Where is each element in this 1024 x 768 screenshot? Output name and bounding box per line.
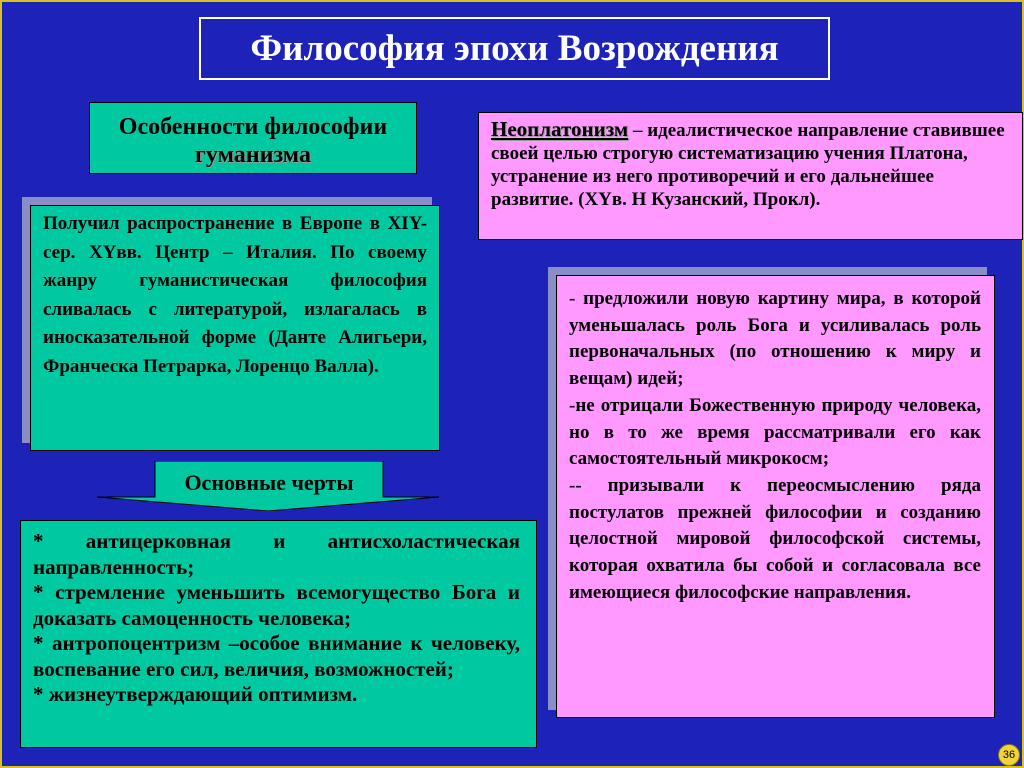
trait-item: * антропоцентризм –особое внимание к человеку, воспевание его сил, величия, возможностей; [33, 631, 520, 681]
humanism-features-line1: Особенности философии [118, 114, 388, 140]
humanism-features-heading [89, 102, 417, 174]
trait-item: * антицерковная и антисхоластическая направленность; [33, 529, 520, 579]
neoplatonism-idea-item: -не отрицали Божественную природу человека, но в то же время рассматривали его как самостоятельный микрокосм; [569, 394, 981, 470]
trait-item: * жизнеутверждающий оптимизм. [33, 682, 358, 706]
neoplatonism-definition: – идеалистическое направление ставившее своей целью строгую систематизацию учения Платона, устранение из него противоречий и его дальнейшее развитие. (XYв. Н Кузанский, Прокл). [491, 120, 1005, 210]
page-number: 36 [1002, 749, 1016, 761]
humanism-spread-text: Получил распространение в Европе в XIY-сер. XYвв. Центр – Италия. По своему жанру гуманистическая философия сливалась с литературой, излагалась в иносказательной форме (Данте Алигьери, Франческа Петрарка, Лоренцо Валла). [43, 213, 427, 377]
page-number-badge [998, 744, 1020, 766]
neoplatonism-idea-item: - предложили новую картину мира, в которой уменьшалась роль Бога и усиливалась роль первоначальных (по отношению к миру и вещам) идей; [569, 288, 981, 390]
main-traits-box [20, 520, 537, 748]
main-traits-label: Основные черты [184, 470, 354, 495]
humanism-features-line2: гуманизма [195, 142, 311, 168]
neoplatonism-definition-box [478, 112, 1023, 240]
slide-title-text: Философия эпохи Возрождения [250, 28, 779, 69]
trait-item: * стремление уменьшить всемогущество Бога и доказать самоценность человека; [33, 580, 520, 630]
slide-title [199, 17, 830, 80]
humanism-spread-box [30, 205, 440, 451]
neoplatonism-term: Неоплатонизм [491, 117, 629, 141]
neoplatonism-idea-item: -- призывали к переосмыслению ряда постулатов прежней философии и созданию целостной мировой философской системы, которая охватила бы собой и согласовала все имеющиеся философские направления. [569, 474, 981, 603]
neoplatonism-ideas-box [556, 275, 995, 718]
